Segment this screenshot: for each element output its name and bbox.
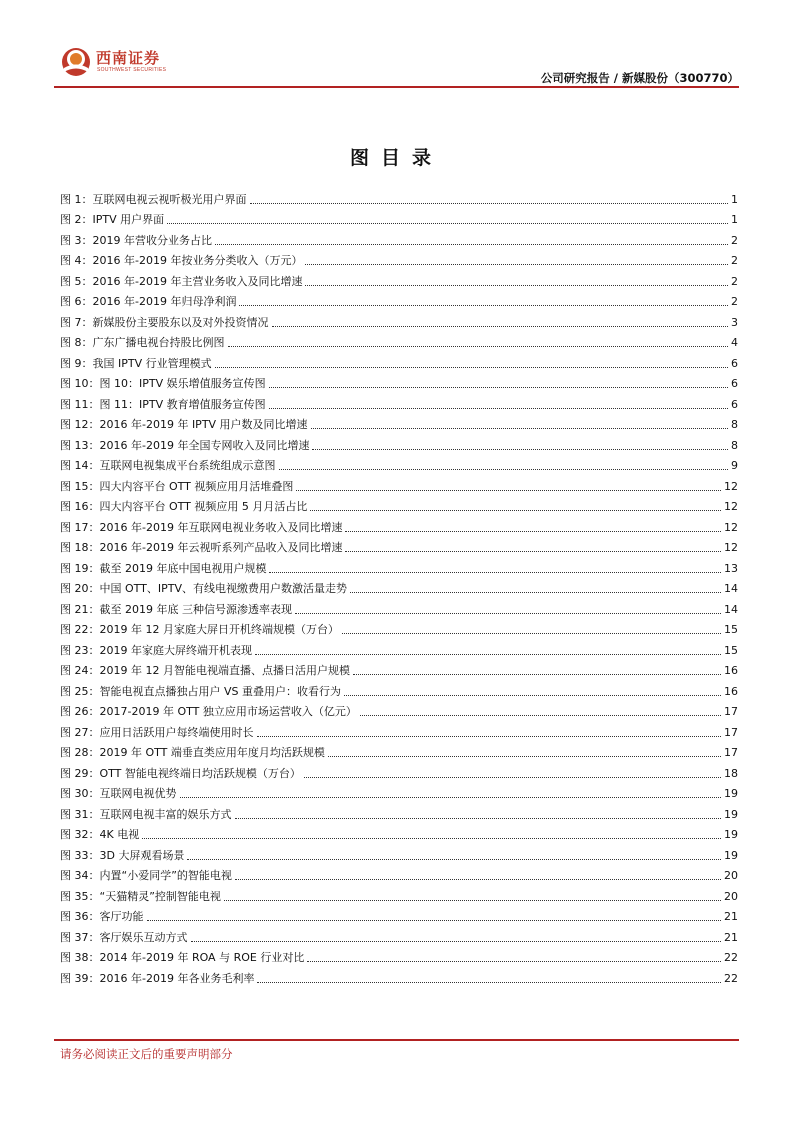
toc-entry-page: 17 <box>724 725 738 739</box>
toc-entry-label: 图 11：图 11：IPTV 教育增值服务宣传图 <box>60 397 266 411</box>
report-label: 公司研究报告 / 新媒股份（300770） <box>540 71 739 85</box>
toc-entry-page: 19 <box>724 828 738 841</box>
toc-entry[interactable] <box>60 719 738 740</box>
toc-entry-page: 21 <box>724 930 738 944</box>
toc-dot-leader <box>228 346 729 347</box>
toc-entry-label: 图 12：2016 年-2019 年 IPTV 用户数及同比增速 <box>60 418 308 431</box>
toc-entry[interactable] <box>60 453 738 474</box>
page-header <box>0 0 793 92</box>
toc-entry[interactable] <box>60 248 738 269</box>
toc-entry-page: 2 <box>731 233 738 247</box>
toc-entry-page: 15 <box>724 643 738 657</box>
toc-dot-leader <box>255 654 721 655</box>
toc-entry-label: 图 32：4K 电视 <box>60 828 140 841</box>
toc-entry-label: 图 33：3D 大屏观看场景 <box>60 848 185 862</box>
toc-dot-leader <box>305 264 728 265</box>
toc-entry[interactable] <box>60 268 738 289</box>
toc-entry-page: 12 <box>724 500 738 513</box>
toc-entry[interactable] <box>60 494 738 515</box>
toc-entry[interactable] <box>60 535 738 556</box>
toc-dot-leader <box>345 531 721 532</box>
toc-entry-label: 图 27：应用日活跃用户每终端使用时长 <box>60 725 254 739</box>
toc-entry-page: 12 <box>724 541 738 554</box>
toc-dot-leader <box>250 203 729 204</box>
toc-entry[interactable] <box>60 412 738 433</box>
toc-entry-page: 8 <box>731 438 738 452</box>
toc-entry-label: 图 3：2019 年营收分业务占比 <box>60 233 212 247</box>
toc-dot-leader <box>272 326 729 327</box>
toc-entry[interactable] <box>60 760 738 781</box>
toc-entry[interactable] <box>60 309 738 330</box>
toc-entry[interactable] <box>60 391 738 412</box>
page-title: 图目录 <box>349 147 443 169</box>
toc-dot-leader <box>312 449 728 450</box>
toc-entry-page: 12 <box>724 520 738 534</box>
toc-entry-label: 图 17：2016 年-2019 年互联网电视业务收入及同比增速 <box>60 520 343 534</box>
toc-dot-leader <box>305 285 728 286</box>
toc-dot-leader <box>257 982 721 983</box>
toc-entry-page: 15 <box>724 623 738 636</box>
toc-dot-leader <box>311 428 728 429</box>
toc-entry-page: 19 <box>724 807 738 821</box>
toc-entry[interactable] <box>60 965 738 986</box>
toc-dot-leader <box>307 961 721 962</box>
toc-entry[interactable] <box>60 699 738 720</box>
toc-entry[interactable] <box>60 883 738 904</box>
toc-entry-page: 9 <box>731 459 738 472</box>
toc-entry-page: 19 <box>724 787 738 800</box>
toc-entry-label: 图 34：内置“小爱同学”的智能电视 <box>60 869 232 882</box>
toc-entry-page: 22 <box>724 971 738 985</box>
toc-entry-page: 17 <box>724 705 738 718</box>
toc-entry[interactable] <box>60 371 738 392</box>
toc-entry-label: 图 21：截至 2019 年底 三种信号源渗透率表现 <box>60 602 292 616</box>
toc-entry-label: 图 10：图 10：IPTV 娱乐增值服务宣传图 <box>60 377 266 390</box>
toc-entry-page: 4 <box>731 336 738 349</box>
toc-dot-leader <box>257 736 722 737</box>
toc-entry[interactable] <box>60 576 738 597</box>
toc-entry[interactable] <box>60 863 738 884</box>
toc-entry[interactable] <box>60 678 738 699</box>
toc-dot-leader <box>142 838 721 839</box>
toc-entry-page: 18 <box>724 766 738 780</box>
toc-entry-label: 图 5：2016 年-2019 年主营业务收入及同比增速 <box>60 274 303 288</box>
toc-entry-page: 1 <box>731 213 738 226</box>
toc-entry-label: 图 37：客厅娱乐互动方式 <box>60 930 188 944</box>
toc-entry-label: 图 38：2014 年-2019 年 ROA 与 ROE 行业对比 <box>60 951 305 964</box>
toc-entry-page: 8 <box>731 418 738 431</box>
toc-dot-leader <box>296 490 721 491</box>
toc-dot-leader <box>353 674 721 675</box>
toc-dot-leader <box>239 305 728 306</box>
toc-entry-page: 16 <box>724 664 738 677</box>
toc-entry-label: 图 9：我国 IPTV 行业管理模式 <box>60 356 212 370</box>
toc-entry[interactable] <box>60 637 738 658</box>
toc-entry-label: 图 30：互联网电视优势 <box>60 787 177 800</box>
toc-dot-leader <box>345 551 721 552</box>
toc-entry-label: 图 18：2016 年-2019 年云视听系列产品收入及同比增速 <box>60 541 343 554</box>
toc-entry[interactable] <box>60 617 738 638</box>
toc-dot-leader <box>344 695 721 696</box>
toc-entry[interactable] <box>60 822 738 843</box>
toc-entry-page: 14 <box>724 602 738 616</box>
toc-entry-page: 6 <box>731 356 738 370</box>
toc-entry[interactable] <box>60 842 738 863</box>
toc-entry-label: 图 4：2016 年-2019 年按业务分类收入（万元） <box>60 254 303 267</box>
toc-entry[interactable] <box>60 781 738 802</box>
toc-entry-label: 图 15：四大内容平台 OTT 视频应用月活堆叠图 <box>60 479 294 493</box>
toc-entry[interactable] <box>60 227 738 248</box>
toc-dot-leader <box>235 879 721 880</box>
toc-dot-leader <box>147 920 722 921</box>
toc-entry-label: 图 36：客厅功能 <box>60 910 144 923</box>
toc-entry-page: 16 <box>724 684 738 698</box>
toc-entry[interactable] <box>60 555 738 576</box>
toc-dot-leader <box>167 223 728 224</box>
toc-entry-label: 图 35：“天猫精灵”控制智能电视 <box>60 889 221 903</box>
toc-dot-leader <box>269 387 728 388</box>
toc-entry[interactable] <box>60 658 738 679</box>
toc-entry-page: 22 <box>724 951 738 964</box>
toc-entry-label: 图 24：2019 年 12 月智能电视端直播、点播日活用户规模 <box>60 664 350 677</box>
footer-divider <box>54 1039 739 1041</box>
toc-entry-page: 17 <box>724 746 738 759</box>
toc-entry[interactable] <box>60 904 738 925</box>
footer-disclaimer: 请务必阅读正文后的重要声明部分 <box>60 1047 233 1061</box>
toc-entry-page: 6 <box>731 397 738 411</box>
toc-entry[interactable] <box>60 289 738 310</box>
logo-chinese-name: 西南证券 <box>96 49 161 67</box>
toc-dot-leader <box>304 777 721 778</box>
toc-entry-label: 图 8：广东广播电视台持股比例图 <box>60 336 225 349</box>
toc-entry-label: 图 16：四大内容平台 OTT 视频应用 5 月月活占比 <box>60 500 308 513</box>
company-logo <box>60 46 172 82</box>
toc-entry-label: 图 29：OTT 智能电视终端日均活跃规模（万台） <box>60 766 301 780</box>
toc-entry-label: 图 39：2016 年-2019 年各业务毛利率 <box>60 971 255 985</box>
toc-dot-leader <box>180 797 722 798</box>
toc-entry-label: 图 26：2017-2019 年 OTT 独立应用市场运营收入（亿元） <box>60 705 357 718</box>
toc-entry-label: 图 20：中国 OTT、IPTV、有线电视缴费用户数激活量走势 <box>60 582 348 595</box>
toc-entry-label: 图 19：截至 2019 年底中国电视用户规模 <box>60 561 267 575</box>
toc-entry-page: 13 <box>724 561 738 575</box>
logo-emblem-icon <box>60 46 92 78</box>
toc-entry-page: 20 <box>724 869 738 882</box>
toc-entry-label: 图 23：2019 年家庭大屏终端开机表现 <box>60 643 252 657</box>
toc-dot-leader <box>224 900 721 901</box>
toc-entry-label: 图 22：2019 年 12 月家庭大屏日开机终端规模（万台） <box>60 623 339 636</box>
figure-table-of-contents <box>60 186 738 986</box>
toc-entry[interactable] <box>60 473 738 494</box>
toc-entry-page: 3 <box>731 315 738 329</box>
header-divider <box>54 86 739 88</box>
toc-entry-page: 2 <box>731 254 738 267</box>
toc-entry[interactable] <box>60 801 738 822</box>
toc-dot-leader <box>342 633 721 634</box>
logo-english-name: SOUTHWEST SECURITIES <box>97 67 167 73</box>
toc-entry[interactable] <box>60 207 738 228</box>
toc-entry-page: 12 <box>724 479 738 493</box>
toc-entry[interactable] <box>60 514 738 535</box>
toc-entry[interactable] <box>60 432 738 453</box>
toc-entry[interactable] <box>60 740 738 761</box>
toc-entry-label: 图 28：2019 年 OTT 端垂直类应用年度月均活跃规模 <box>60 746 325 759</box>
toc-entry-page: 1 <box>731 192 738 206</box>
toc-dot-leader <box>215 244 728 245</box>
toc-entry[interactable] <box>60 924 738 945</box>
toc-dot-leader <box>269 572 721 573</box>
toc-dot-leader <box>187 859 721 860</box>
toc-entry-page: 21 <box>724 910 738 923</box>
toc-dot-leader <box>279 469 729 470</box>
toc-entry[interactable] <box>60 350 738 371</box>
toc-entry[interactable] <box>60 596 738 617</box>
toc-dot-leader <box>191 941 722 942</box>
toc-dot-leader <box>310 510 721 511</box>
toc-dot-leader <box>269 408 728 409</box>
toc-entry-label: 图 14：互联网电视集成平台系统组成示意图 <box>60 459 276 472</box>
toc-entry-label: 图 25：智能电视直点播独占用户 VS 重叠用户：收看行为 <box>60 684 341 698</box>
toc-dot-leader <box>215 367 728 368</box>
toc-dot-leader <box>360 715 721 716</box>
toc-entry-label: 图 1：互联网电视云视听极光用户界面 <box>60 192 247 206</box>
toc-entry-page: 2 <box>731 274 738 288</box>
toc-entry-label: 图 2：IPTV 用户界面 <box>60 213 165 226</box>
toc-entry[interactable] <box>60 945 738 966</box>
toc-dot-leader <box>295 613 721 614</box>
toc-dot-leader <box>328 756 721 757</box>
toc-entry-page: 19 <box>724 848 738 862</box>
toc-entry-page: 20 <box>724 889 738 903</box>
toc-entry[interactable] <box>60 330 738 351</box>
toc-entry-page: 6 <box>731 377 738 390</box>
toc-entry[interactable] <box>60 186 738 207</box>
toc-entry-label: 图 31：互联网电视丰富的娱乐方式 <box>60 807 232 821</box>
toc-entry-label: 图 13：2016 年-2019 年全国专网收入及同比增速 <box>60 438 310 452</box>
toc-dot-leader <box>350 592 721 593</box>
toc-entry-label: 图 7：新媒股份主要股东以及对外投资情况 <box>60 315 269 329</box>
toc-entry-label: 图 6：2016 年-2019 年归母净利润 <box>60 295 237 308</box>
toc-entry-page: 2 <box>731 295 738 308</box>
toc-entry-page: 14 <box>724 582 738 595</box>
toc-dot-leader <box>235 818 722 819</box>
